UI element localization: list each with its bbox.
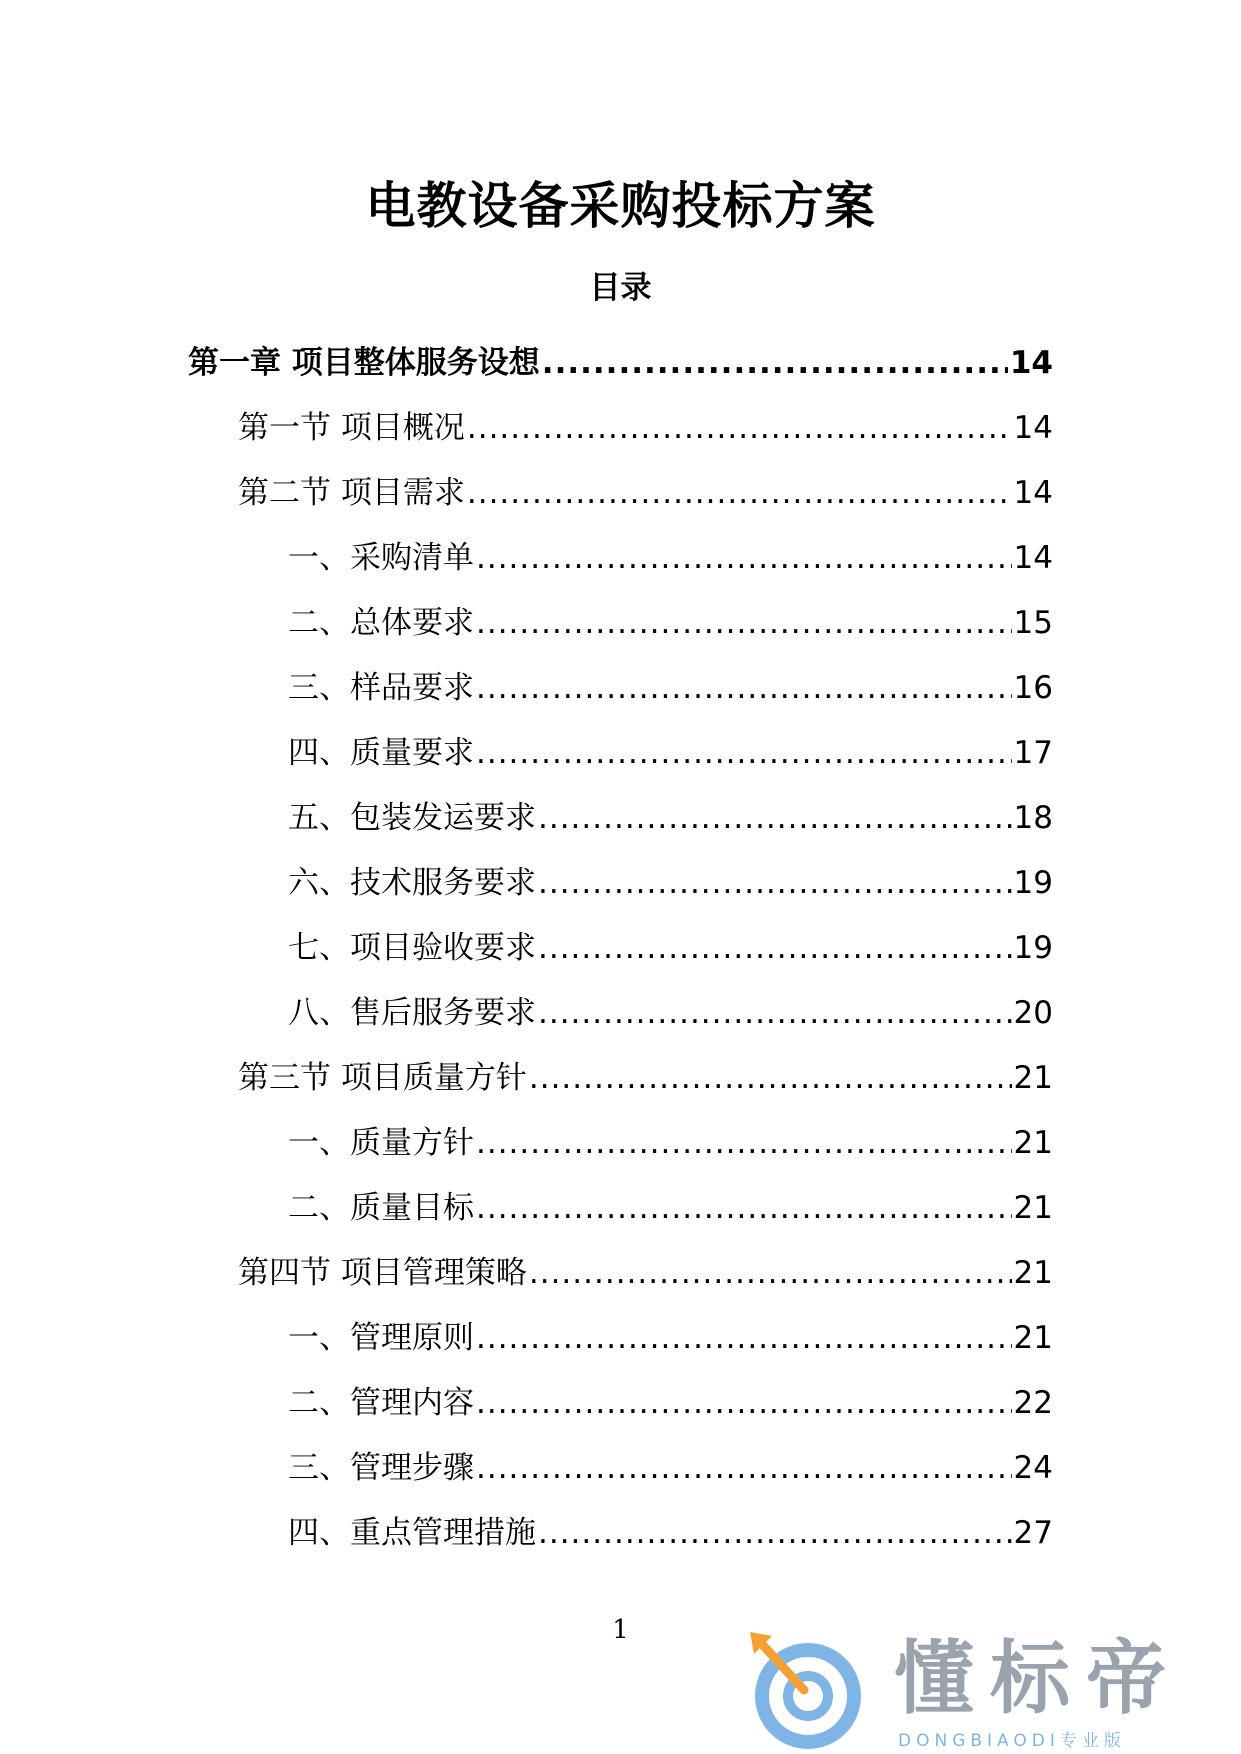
toc-entry-label: 一、质量方针 [288, 1124, 474, 1161]
toc-entry[interactable] [0, 1110, 1241, 1175]
toc-entry[interactable] [0, 655, 1241, 720]
toc-entry-page: 18 [1013, 799, 1053, 836]
toc-leader-dots [467, 473, 1012, 513]
toc-entry[interactable] [0, 1240, 1241, 1305]
table-of-contents [0, 330, 1241, 1565]
toc-leader-dots [529, 1253, 1012, 1293]
toc-entry-page: 14 [1013, 409, 1053, 446]
toc-entry[interactable] [0, 1370, 1241, 1435]
toc-entry[interactable] [0, 330, 1241, 395]
toc-entry-label: 第二节 项目需求 [238, 474, 465, 511]
toc-entry[interactable] [0, 590, 1241, 655]
toc-entry-page: 21 [1013, 1189, 1053, 1226]
toc-entry-label: 一、管理原则 [288, 1319, 474, 1356]
toc-entry-label: 二、管理内容 [288, 1384, 474, 1421]
page-title: 电教设备采购投标方案 [365, 177, 876, 235]
toc-entry-page: 14 [1013, 474, 1053, 511]
toc-entry[interactable] [0, 395, 1241, 460]
toc-entry-label: 第四节 项目管理策略 [238, 1254, 527, 1291]
toc-entry-page: 21 [1013, 1254, 1053, 1291]
toc-entry[interactable] [0, 785, 1241, 850]
toc-entry-label: 四、重点管理措施 [288, 1514, 536, 1551]
toc-entry-label: 第一节 项目概况 [238, 409, 465, 446]
toc-leader-dots [529, 1058, 1012, 1098]
toc-leader-dots [538, 993, 1012, 1033]
toc-leader-dots [476, 1383, 1012, 1423]
toc-entry-page: 21 [1013, 1059, 1053, 1096]
toc-entry[interactable] [0, 1305, 1241, 1370]
watermark [746, 1630, 1241, 1754]
toc-leader-dots [538, 1513, 1012, 1553]
toc-leader-dots [476, 1188, 1012, 1228]
toc-entry-label: 第一章 项目整体服务设想 [188, 344, 540, 381]
toc-leader-dots [476, 668, 1012, 708]
toc-leader-dots [538, 798, 1012, 838]
toc-entry-page: 24 [1013, 1449, 1053, 1486]
watermark-subtitle: DONGBIAODI专业版 [898, 1731, 1126, 1751]
toc-entry-label: 七、项目验收要求 [288, 929, 536, 966]
toc-entry-page: 17 [1013, 734, 1053, 771]
toc-entry[interactable] [0, 1435, 1241, 1500]
toc-entry[interactable] [0, 1175, 1241, 1240]
toc-entry[interactable] [0, 1500, 1241, 1565]
toc-entry-page: 22 [1013, 1384, 1053, 1421]
toc-leader-dots [476, 1123, 1012, 1163]
toc-entry-label: 二、质量目标 [288, 1189, 474, 1226]
toc-entry-page: 14 [1009, 344, 1053, 381]
toc-entry-label: 三、样品要求 [288, 669, 474, 706]
toc-entry-label: 第三节 项目质量方针 [238, 1059, 527, 1096]
toc-entry-page: 19 [1013, 929, 1053, 966]
toc-entry-page: 21 [1013, 1124, 1053, 1161]
toc-entry-label: 三、管理步骤 [288, 1449, 474, 1486]
toc-leader-dots [542, 343, 1008, 383]
page-number: 1 [612, 1615, 629, 1645]
toc-leader-dots [476, 733, 1012, 773]
toc-entry-label: 八、售后服务要求 [288, 994, 536, 1031]
toc-entry-label: 五、包装发运要求 [288, 799, 536, 836]
toc-entry[interactable] [0, 720, 1241, 785]
toc-entry[interactable] [0, 1045, 1241, 1110]
toc-leader-dots [538, 928, 1012, 968]
toc-entry-page: 16 [1013, 669, 1053, 706]
toc-entry[interactable] [0, 460, 1241, 525]
toc-entry-page: 14 [1013, 539, 1053, 576]
toc-leader-dots [467, 408, 1012, 448]
toc-leader-dots [476, 603, 1012, 643]
toc-entry-label: 二、总体要求 [288, 604, 474, 641]
toc-entry-page: 27 [1013, 1514, 1053, 1551]
toc-entry-label: 六、技术服务要求 [288, 864, 536, 901]
toc-entry[interactable] [0, 915, 1241, 980]
toc-entry-label: 四、质量要求 [288, 734, 474, 771]
toc-entry-page: 19 [1013, 864, 1053, 901]
toc-entry[interactable] [0, 980, 1241, 1045]
toc-entry[interactable] [0, 850, 1241, 915]
toc-leader-dots [476, 1448, 1012, 1488]
toc-leader-dots [476, 1318, 1012, 1358]
toc-entry[interactable] [0, 525, 1241, 590]
toc-entry-label: 一、采购清单 [288, 539, 474, 576]
toc-heading: 目录 [589, 270, 652, 306]
toc-entry-page: 15 [1013, 604, 1053, 641]
toc-leader-dots [538, 863, 1012, 903]
toc-entry-page: 21 [1013, 1319, 1053, 1356]
target-logo-icon [746, 1630, 866, 1754]
toc-leader-dots [476, 538, 1012, 578]
watermark-brand: 懂标帝 [894, 1632, 1182, 1725]
toc-entry-page: 20 [1013, 994, 1053, 1031]
